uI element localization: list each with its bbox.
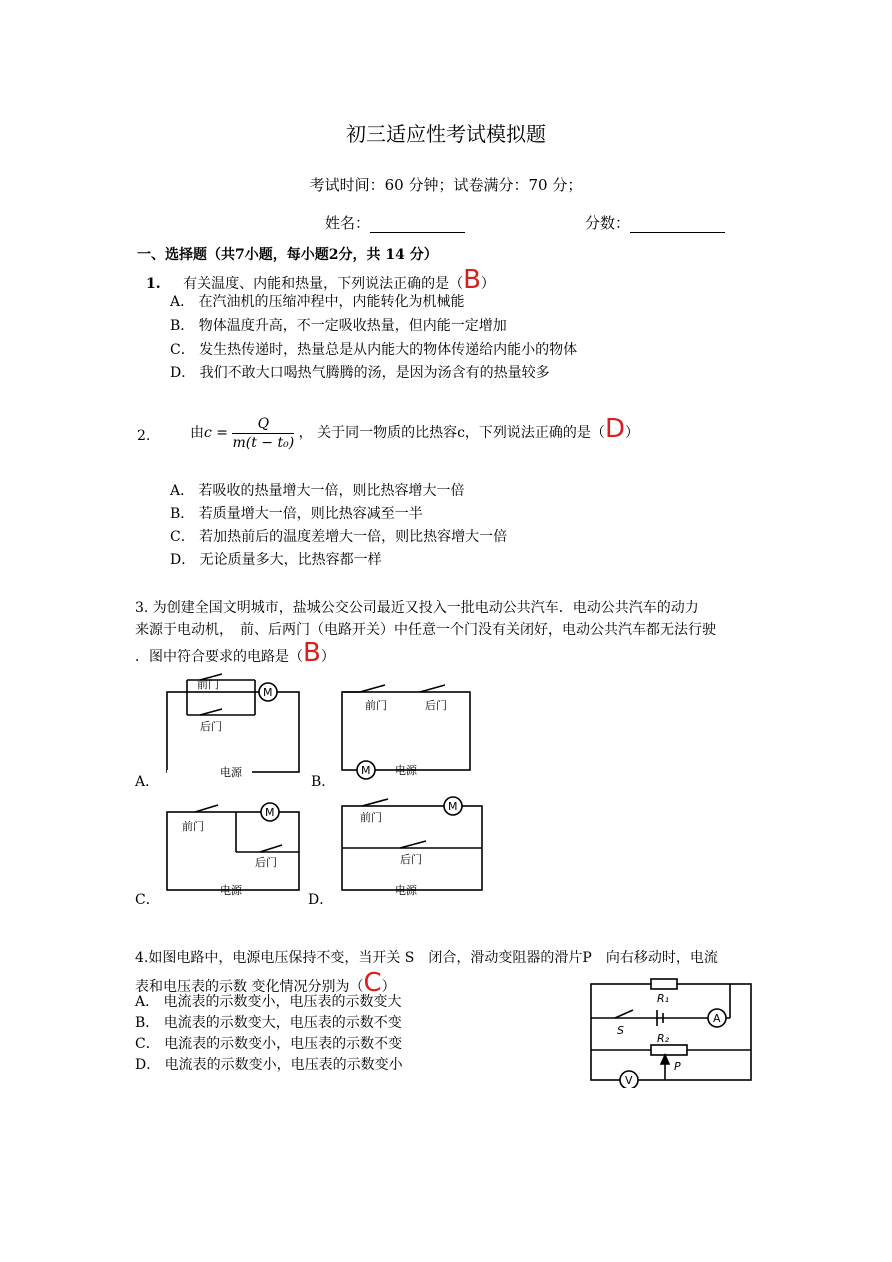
q3-choice-b: B． — [311, 774, 336, 790]
q1-option-d: D． 我们不敢大口喝热气腾腾的汤，是因为汤含有的热量较多 — [170, 365, 550, 381]
a-source-label: 电源 — [220, 766, 242, 779]
name-label: 姓名： — [325, 214, 371, 232]
q2-option-b: B． 若质量增大一倍，则比热容减至一半 — [170, 506, 423, 522]
q2-close: ） — [624, 425, 639, 441]
q1-option-a: A． 在汽油机的压缩冲程中，内能转化为机械能 — [170, 294, 465, 310]
slider-label: P — [674, 1060, 681, 1073]
q2-pre: 由 — [190, 425, 204, 441]
q3-choice-c: C． — [135, 892, 160, 908]
q4-answer: C — [363, 968, 382, 998]
a-front-label: 前门 — [197, 678, 219, 691]
q1-number: 1. — [146, 276, 161, 292]
q4-line-1: 4.如图电路中，电源电压保持不变，当开关 S 闭合，滑动变阻器的滑片P 向右移动时，电流 — [135, 950, 718, 966]
q2-answer: D — [604, 414, 625, 444]
name-field — [325, 212, 465, 233]
q3-line-1: 3. 为创建全国文明城市，盐城公交公司最近又投入一批电动公共汽车．电动公共汽车的动力 — [135, 600, 699, 616]
score-label: 分数： — [585, 214, 631, 232]
q4-option-d: D． 电流表的示数变小，电压表的示数变小 — [135, 1057, 403, 1073]
q1-option-b: B． 物体温度升高，不一定吸收热量，但内能一定增加 — [170, 318, 507, 334]
section-heading: 一、选择题（共7小题，每小题2分，共 14 分） — [137, 247, 438, 263]
name-blank — [370, 218, 465, 233]
b-back-label: 后门 — [425, 699, 447, 712]
switch-label: S — [617, 1024, 624, 1037]
q2-number: 2. — [137, 428, 151, 444]
c-front-label: 前门 — [182, 820, 204, 833]
r1-label: R₁ — [657, 992, 670, 1005]
q2-option-a: A． 若吸收的热量增大一倍，则比热容增大一倍 — [170, 483, 465, 499]
score-field — [585, 212, 725, 233]
q2-stem: ， 关于同一物质的比热容c，下列说法正确的是（ — [298, 425, 605, 441]
q3-line-2: 来源于电动机， 前、后两门（电路开关）中任意一个门没有关闭好，电动公共汽车都无法行驶 — [135, 622, 716, 638]
q1-close: ） — [480, 276, 495, 292]
b-front-label: 前门 — [365, 699, 387, 712]
c-back-label: 后门 — [255, 856, 277, 869]
circuit-a — [167, 674, 299, 772]
q2-option-d: D． 无论质量多大，比热容都一样 — [170, 552, 382, 568]
a-back-label: 后门 — [200, 720, 222, 733]
ammeter-label: A — [713, 1012, 721, 1025]
a-motor-label: M — [263, 686, 273, 699]
r2-label: R₂ — [657, 1032, 670, 1045]
exam-info: 考试时间：60 分钟；试卷满分：70 分； — [309, 176, 583, 194]
q3-answer: B — [303, 638, 321, 668]
q3-choice-a: A． — [135, 774, 160, 790]
q4-option-a: A． 电流表的示数变小，电压表的示数变大 — [135, 994, 402, 1010]
q1-answer: B — [463, 265, 481, 295]
d-front-label: 前门 — [360, 811, 382, 824]
q3-close: ） — [320, 649, 335, 665]
q3-choice-d: D． — [308, 892, 334, 908]
c-motor-label: M — [265, 806, 275, 819]
circuit-c — [167, 803, 299, 890]
q1-stem: 有关温度、内能和热量，下列说法正确的是（ — [183, 276, 464, 292]
page-title: 初三适应性考试模拟题 — [346, 122, 546, 146]
q4-line-2-text: 表和电压表的示数 变化情况分别为（ — [135, 979, 364, 995]
q4-option-c: C． 电流表的示数变小，电压表的示数不变 — [135, 1036, 403, 1052]
q4-circuit-diagram — [585, 978, 757, 1088]
voltmeter-label: V — [625, 1074, 633, 1087]
q2-formula-fraction — [232, 416, 294, 451]
q1-option-c: C． 发生热传递时，热量总是从内能大的物体传递给内能小的物体 — [170, 342, 578, 358]
d-motor-label: M — [448, 800, 458, 813]
question-2 — [190, 414, 639, 451]
q2-formula-denominator: m(t − t₀) — [232, 434, 295, 451]
q4-close: ） — [381, 979, 396, 995]
b-source-label: 电源 — [395, 764, 417, 777]
q2-formula-lhs: c = — [204, 425, 229, 441]
q3-line-3-text: ．图中符合要求的电路是（ — [135, 649, 303, 665]
q4-option-b: B． 电流表的示数变大，电压表的示数不变 — [135, 1015, 402, 1031]
q2-formula-numerator: Q — [232, 416, 294, 434]
c-source-label: 电源 — [220, 884, 242, 897]
b-motor-label: M — [361, 764, 371, 777]
d-source-label: 电源 — [395, 884, 417, 897]
q2-option-c: C． 若加热前后的温度差增大一倍，则比热容增大一倍 — [170, 529, 508, 545]
score-blank — [630, 218, 725, 233]
d-back-label: 后门 — [400, 853, 422, 866]
